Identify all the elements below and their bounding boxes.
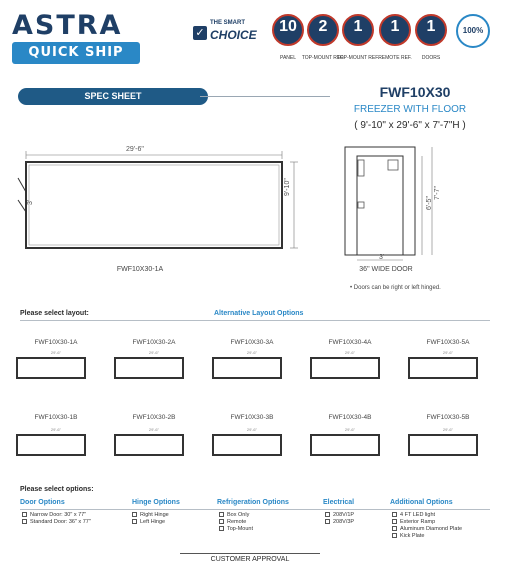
customer-approval-label: CUSTOMER APPROVAL bbox=[210, 556, 290, 563]
model-number: FWF10X30 bbox=[379, 84, 451, 100]
select-layout-label: Please select layout: bbox=[20, 310, 89, 317]
layout-option-3b[interactable] bbox=[212, 434, 282, 456]
layout-option-2a[interactable] bbox=[114, 357, 184, 379]
hinge-option-right[interactable]: Right Hinge bbox=[132, 512, 169, 519]
select-options-label: Please select options: bbox=[20, 486, 94, 493]
divider bbox=[200, 96, 330, 97]
layout-label: FWF10X30-5A bbox=[426, 339, 470, 346]
checkbox[interactable] bbox=[325, 512, 330, 517]
thumb-dim: 29'-6" bbox=[246, 350, 258, 355]
door-options-heading: Door Options bbox=[20, 499, 65, 506]
plan-caption: FWF10X30-1A bbox=[116, 266, 164, 273]
checkbox[interactable] bbox=[22, 519, 27, 524]
thumb-dim: 29'-6" bbox=[344, 427, 356, 432]
layout-label: FWF10X30-4A bbox=[328, 339, 372, 346]
smart-choice-bottom: CHOICE bbox=[210, 28, 257, 42]
door-option-standard[interactable]: Standard Door: 36" x 77" bbox=[22, 519, 91, 526]
brand-logo: ASTRA bbox=[12, 10, 123, 41]
layout-option-4a[interactable] bbox=[310, 357, 380, 379]
refrigeration-option-box-only[interactable]: Box Only bbox=[219, 512, 249, 519]
layout-label: FWF10X30-3A bbox=[230, 339, 274, 346]
badge-number: 10 bbox=[279, 18, 297, 35]
door-option-narrow[interactable]: Narrow Door: 30" x 77" bbox=[22, 512, 86, 519]
electrical-option-3p[interactable]: 208V/3P bbox=[325, 519, 354, 526]
checkbox[interactable] bbox=[219, 526, 224, 531]
elevation-caption: 36" WIDE DOOR bbox=[359, 266, 413, 273]
divider bbox=[20, 509, 490, 510]
quality-seal: 100% bbox=[456, 14, 490, 48]
checkbox[interactable] bbox=[392, 533, 397, 538]
electrical-option-1p[interactable]: 208V/1P bbox=[325, 512, 354, 519]
layout-label: FWF10X30-5B bbox=[426, 414, 470, 421]
refrigeration-option-remote[interactable]: Remote bbox=[219, 519, 246, 526]
divider bbox=[20, 320, 490, 321]
layout-option-5a[interactable] bbox=[408, 357, 478, 379]
spec-sheet-bar: SPEC SHEET bbox=[18, 88, 208, 105]
layout-label: FWF10X30-4B bbox=[328, 414, 372, 421]
additional-options-heading: Additional Options bbox=[390, 499, 453, 506]
layout-label: FWF10X30-3B bbox=[230, 414, 274, 421]
floor-plan-drawing bbox=[10, 140, 310, 275]
badge-number: 1 bbox=[353, 18, 363, 35]
checkbox[interactable] bbox=[392, 512, 397, 517]
checkbox[interactable] bbox=[219, 519, 224, 524]
thumb-dim: 29'-6" bbox=[50, 350, 62, 355]
signature-line bbox=[180, 553, 320, 554]
refrigeration-option-top-mount[interactable]: Top-Mount bbox=[219, 526, 253, 533]
warranty-badge-topmount-2 bbox=[342, 12, 374, 54]
plan-width-label: 29'-6" bbox=[126, 146, 144, 153]
badge-number: 1 bbox=[390, 18, 400, 35]
door-elevation-drawing bbox=[340, 142, 450, 267]
thumb-dim: 29'-6" bbox=[246, 427, 258, 432]
alt-layout-label: Alternative Layout Options bbox=[214, 310, 304, 317]
warranty-badge-doors bbox=[415, 12, 447, 54]
layout-option-4b[interactable] bbox=[310, 434, 380, 456]
warranty-badge-panel bbox=[272, 12, 304, 54]
check-icon: ✓ bbox=[193, 26, 207, 40]
plan-door-label: 3' bbox=[27, 199, 34, 205]
layout-option-3a[interactable] bbox=[212, 357, 282, 379]
layout-option-2b[interactable] bbox=[114, 434, 184, 456]
electrical-options-heading: Electrical bbox=[323, 499, 355, 506]
layout-option-1b[interactable] bbox=[16, 434, 86, 456]
additional-option-diamond-plate[interactable]: Aluminum Diamond Plate bbox=[392, 526, 462, 533]
warranty-badge-topmount-1 bbox=[307, 12, 339, 54]
badge-number: 2 bbox=[318, 18, 328, 35]
elevation-door-width: 3' bbox=[379, 254, 385, 261]
layout-option-1a[interactable] bbox=[16, 357, 86, 379]
thumb-dim: 29'-6" bbox=[442, 427, 454, 432]
badge-caption: TOP-MOUNT REF. bbox=[336, 55, 380, 61]
checkbox[interactable] bbox=[325, 519, 330, 524]
additional-option-kick-plate[interactable]: Kick Plate bbox=[392, 533, 424, 540]
smart-choice-top: THE SMART bbox=[210, 20, 245, 26]
thumb-dim: 29'-6" bbox=[148, 427, 160, 432]
model-description: FREEZER WITH FLOOR bbox=[353, 104, 467, 115]
layout-label: FWF10X30-2B bbox=[132, 414, 176, 421]
model-dimensions: ( 9'-10" x 29'-6" x 7'-7"H ) bbox=[354, 120, 466, 131]
badge-caption: PANEL bbox=[279, 55, 297, 61]
layout-label: FWF10X30-2A bbox=[132, 339, 176, 346]
checkbox[interactable] bbox=[392, 526, 397, 531]
badge-caption: DOORS bbox=[421, 55, 441, 61]
additional-option-led[interactable]: 4 FT LED light bbox=[392, 512, 435, 519]
additional-option-ramp[interactable]: Exterior Ramp bbox=[392, 519, 435, 526]
checkbox[interactable] bbox=[132, 512, 137, 517]
badge-number: 1 bbox=[426, 18, 436, 35]
thumb-dim: 29'-6" bbox=[442, 350, 454, 355]
quick-ship-banner: QUICK SHIP bbox=[12, 42, 140, 64]
hinge-options-heading: Hinge Options bbox=[132, 499, 180, 506]
hinge-note: • Doors can be right or left hinged. bbox=[350, 285, 441, 291]
thumb-dim: 29'-6" bbox=[344, 350, 356, 355]
layout-label: FWF10X30-1B bbox=[34, 414, 78, 421]
checkbox[interactable] bbox=[219, 512, 224, 517]
elevation-outer-height: 7'-7" bbox=[434, 186, 441, 200]
elevation-door-height: 6'-5" bbox=[426, 196, 433, 210]
layout-option-5b[interactable] bbox=[408, 434, 478, 456]
refrigeration-options-heading: Refrigeration Options bbox=[217, 499, 289, 506]
layout-label: FWF10X30-1A bbox=[34, 339, 78, 346]
checkbox[interactable] bbox=[392, 519, 397, 524]
warranty-badge-remote bbox=[379, 12, 411, 54]
thumb-dim: 29'-6" bbox=[50, 427, 62, 432]
checkbox[interactable] bbox=[132, 519, 137, 524]
badge-caption: REMOTE REF. bbox=[378, 55, 412, 61]
plan-depth-label: 9'-10" bbox=[284, 178, 291, 196]
thumb-dim: 29'-6" bbox=[148, 350, 160, 355]
checkbox[interactable] bbox=[22, 512, 27, 517]
badge-caption: TOP-MOUNT REF. bbox=[301, 55, 345, 61]
hinge-option-left[interactable]: Left Hinge bbox=[132, 519, 165, 526]
